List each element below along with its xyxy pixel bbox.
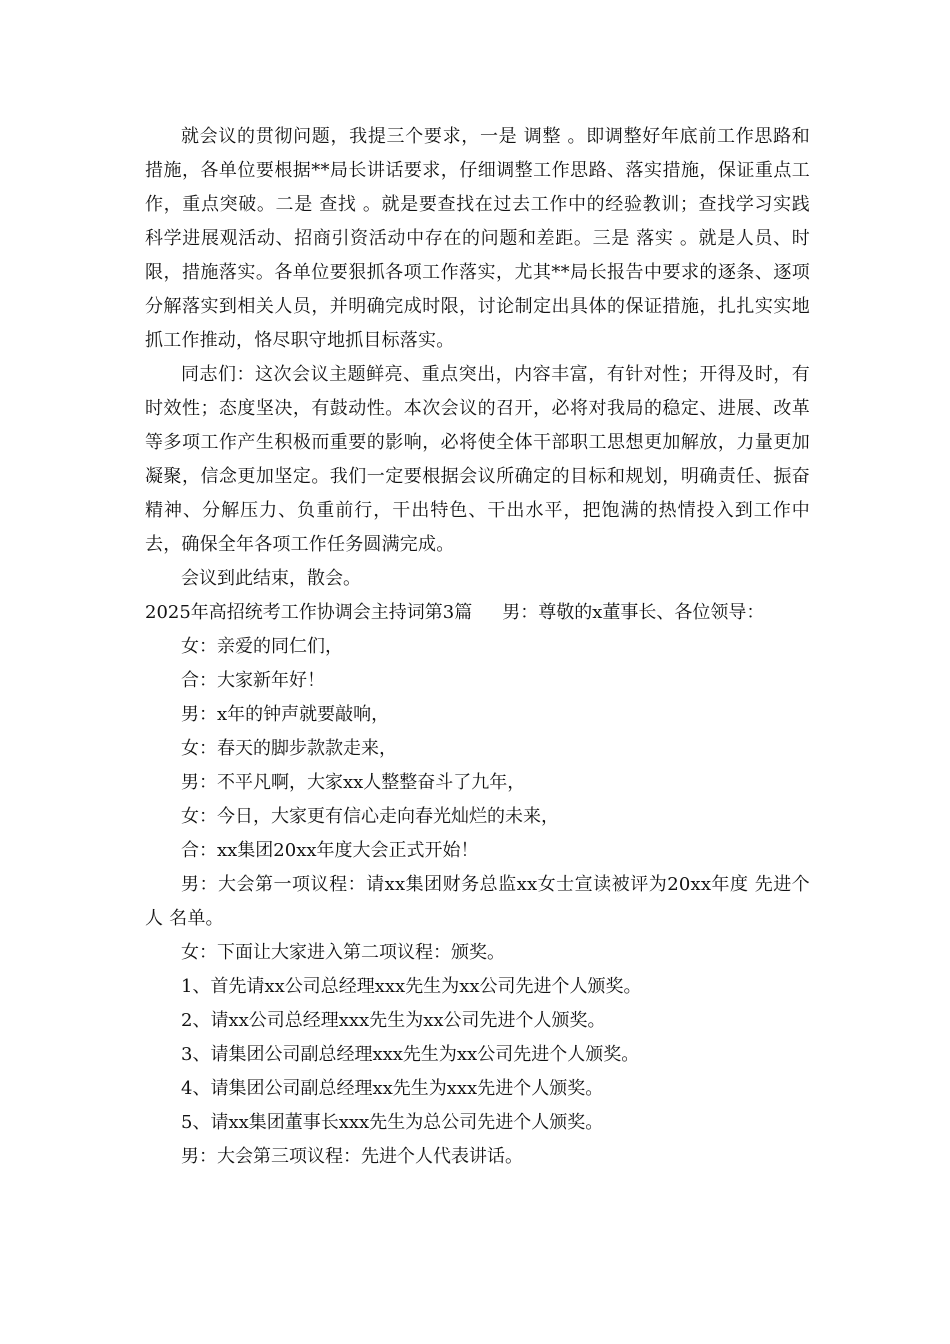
- award-line: 1、首先请xx公司总经理xxx先生为xx公司先进个人颁奖。: [181, 976, 642, 997]
- script-line: 女：今日，大家更有信心走向春光灿烂的未来，: [181, 806, 559, 827]
- award-line: 女：下面让大家进入第二项议程：颁奖。: [181, 942, 505, 963]
- script-line: 合：xx集团20xx年度大会正式开始！: [181, 840, 479, 861]
- paragraph-requirements: 就会议的贯彻问题，我提三个要求，一是 调整 。即调整好年底前工作思路和措施，各单位要根据**局长讲话要求，仔细调整工作思路、落实措施，保证重点工作，重点突破。二是 查找 。就是要查找在过去工作中的经验教训；查找学习实践科学进展观活动、招商引资活动中存在的问题和差距。三是 落实 。就是人员、时限，措施落实。各单位要狠抓各项工作落实，尤其**局长报告中要求的逐条、逐项分解落实到相关人员，并明确完成时限，讨论制定出具体的保证措施，扎扎实实地抓工作推动，恪尽职守地抓目标落实。: [145, 126, 810, 351]
- paragraph-comrades: 同志们：这次会议主题鲜亮、重点突出，内容丰富，有针对性；开得及时，有时效性；态度坚决，有鼓动性。本次会议的召开，必将对我局的稳定、进展、改革等多项工作产生积极而重要的影响，必将使全体干部职工思想更加解放，力量更加凝聚，信念更加坚定。我们一定要根据会议所确定的目标和规划，明确责任、振奋精神、分解压力、负重前行，干出特色、干出水平，把饱满的热情投入到工作中去，确保全年各项工作任务圆满完成。: [145, 364, 810, 555]
- script-line: 女：亲爱的同仁们，: [181, 636, 343, 657]
- section-heading-line: [145, 596, 810, 630]
- greeting-line: 男：尊敬的x董事长、各位领导：: [502, 602, 765, 623]
- closing-line: 会议到此结束，散会。: [181, 568, 361, 589]
- award-line: 3、请集团公司副总经理xxx先生为xx公司先进个人颁奖。: [181, 1044, 640, 1065]
- award-line: 男：大会第三项议程：先进个人代表讲话。: [181, 1146, 523, 1167]
- award-line: 5、请xx集团董事长xxx先生为总公司先进个人颁奖。: [181, 1112, 604, 1133]
- section-title: 2025年高招统考工作协调会主持词第3篇: [145, 602, 473, 623]
- script-line: 男：x年的钟声就要敲响，: [181, 704, 390, 725]
- agenda-paragraph: 男：大会第一项议程：请xx集团财务总监xx女士宣读被评为20xx年度 先进个人 名单。: [145, 874, 810, 929]
- script-line: 男：不平凡啊，大家xx人整整奋斗了九年，: [181, 772, 526, 793]
- award-line: 4、请集团公司副总经理xx先生为xxx先进个人颁奖。: [181, 1078, 604, 1099]
- script-line: 女：春天的脚步款款走来，: [181, 738, 397, 759]
- document-page: [145, 120, 810, 1174]
- script-line: 合：大家新年好！: [181, 670, 325, 691]
- award-line: 2、请xx公司总经理xxx先生为xx公司先进个人颁奖。: [181, 1010, 606, 1031]
